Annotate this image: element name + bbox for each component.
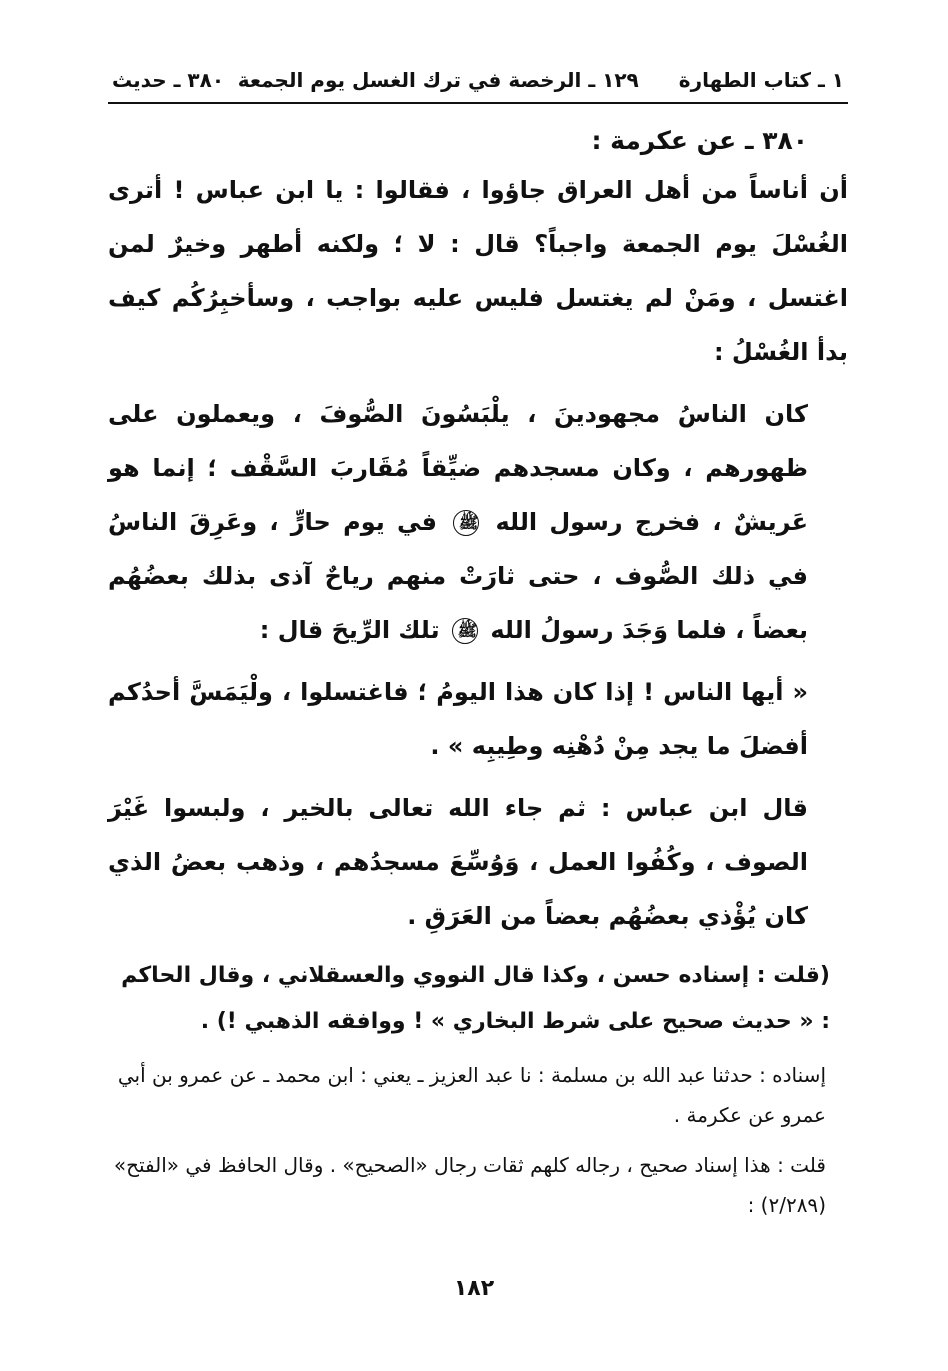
header-hadith-number: ٣٨٠ ـ حديث — [112, 68, 225, 92]
paragraph-text: كان الناسُ مجهودينَ ، يلْبَسُونَ الصُّوفَ ، ويعملون على ظهورهم ، وكان مسجدهم ضيِّقاً مُقَاربَ السَّقْف ؛ إنما هو عَريشٌ ، فخرج رسول الله — [108, 400, 808, 536]
isnad-text: إسناده : حدثنا عبد الله بن مسلمة : نا عبد العزيز ـ يعني : ابن محمد ـ عن عمرو بن أبي عمرو عن عكرمة . — [117, 1063, 826, 1127]
hadith-paragraph-1 — [108, 163, 848, 379]
commentary-text: قلت : هذا إسناد صحيح ، رجاله كلهم ثقات رجال «الصحيح» . وقال الحافظ في «الفتح» (٢/٢٨٩) : — [113, 1153, 826, 1217]
page-number: ١٨٢ — [453, 1276, 495, 1301]
pbuh-icon: ﷺ — [453, 510, 479, 536]
paragraph-text: أن أناساً من أهل العراق جاؤوا ، فقالوا : يا ابن عباس ! أترى الغُسْلَ يوم الجمعة واجباً؟ قال : لا ؛ ولكنه أطهر وخيرٌ لمن اغتسل ، ومَنْ لم يغتسل فليس عليه بواجب ، وسأخبِرُكُم كيف بدأ الغُسْلُ : — [108, 176, 848, 366]
grading-note: (قلت : إسناده حسن ، وكذا قال النووي والعسقلاني ، وقال الحاكم : « حديث صحيح على شرط البخاري » ! ووافقه الذهبي !) . — [121, 963, 830, 1034]
paragraph-text: في يوم حارٍّ ، وعَرِقَ الناسُ في ذلك الصُّوف ، حتى ثارَتْ منهم رياحٌ آذى بذلك بعضُهُم بعضاً ، فلما وَجَدَ رسولُ الله — [108, 508, 808, 644]
pbuh-icon: ﷺ — [452, 618, 478, 644]
running-header — [108, 60, 848, 104]
hadith-paragraph-2 — [108, 387, 848, 657]
hadith-quote — [108, 665, 848, 773]
paragraph-text: « أيها الناس ! إذا كان هذا اليومُ ؛ فاغتسلوا ، ولْيَمَسَّ أحدُكم أفضلَ ما يجد مِنْ دُهْنِه وطِيبِه » . — [108, 678, 808, 760]
header-book: ١ ـ كتاب الطهارة — [678, 68, 844, 92]
hadith-title: ٣٨٠ ـ عن عكرمة : — [591, 126, 808, 155]
header-right-group — [238, 68, 844, 92]
paragraph-text: تلك الرِّيحَ قال : — [259, 616, 440, 644]
header-chapter: ١٢٩ ـ الرخصة في ترك الغسل يوم الجمعة — [237, 68, 639, 92]
paragraph-text: قال ابن عباس : ثم جاء الله تعالى بالخير ، ولبسوا غَيْرَ الصوف ، وكُفُوا العمل ، وَوُسِّعَ مسجدُهم ، وذهب بعضُ الذي كان يُؤْذي بعضُهُم بعضاً من العَرَقِ . — [108, 794, 808, 930]
hadith-paragraph-4 — [108, 781, 848, 943]
